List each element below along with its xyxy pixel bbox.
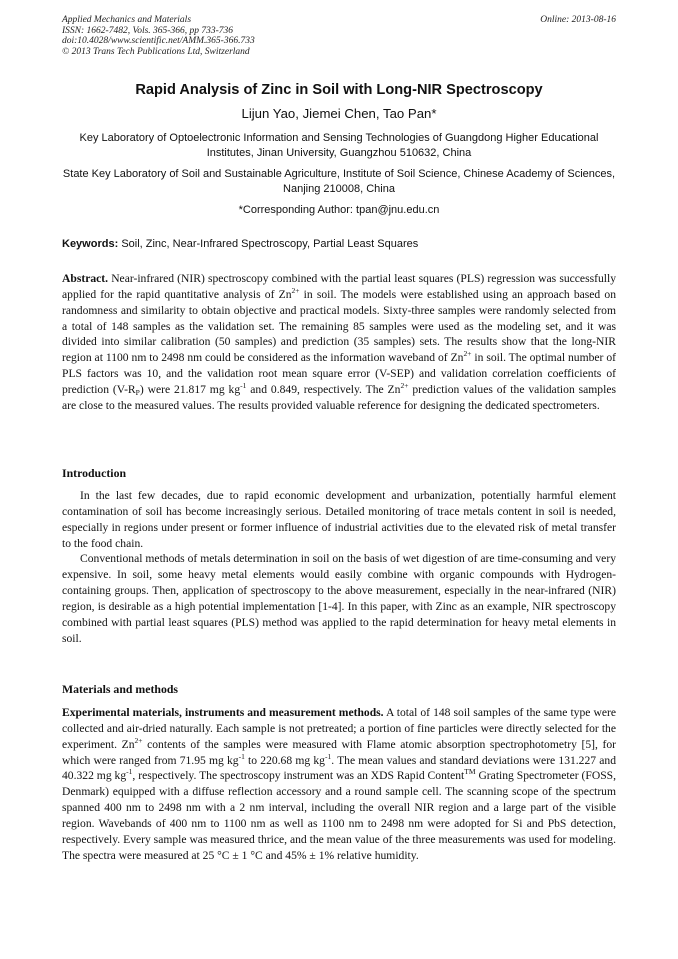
keywords-text: Soil, Zinc, Near-Infrared Spectroscopy, Partial Least Squares (121, 238, 419, 250)
abstract-text: in soil. The optimal number of PLS factors was 10, and the validation root mean square error (V-SEP) and validation correlation coefficients of prediction (V-R (62, 351, 616, 396)
superscript: -1 (324, 751, 332, 761)
superscript: -1 (238, 751, 245, 761)
abstract-text: prediction values of the validation samples are close to the measured values. The results provided valuable reference for designing the dedicated spectrometers. (62, 382, 616, 412)
abstract (62, 271, 616, 414)
affiliation-2: State Key Laboratory of Soil and Sustainable Agriculture, Institute of Soil Science, Chinese Academy of Sciences, Nanjing 210008, China (62, 168, 616, 195)
abstract-text: and 0.849, respectively. The Zn (246, 382, 401, 396)
body-text: . The mean values and standard deviations were 131.227 and 40.322 mg kg (62, 753, 617, 783)
journal-header (62, 15, 362, 57)
superscript: 2+ (134, 735, 143, 745)
journal-doi: doi:10.4028/www.scientific.net/AMM.365-366.733 (62, 36, 255, 47)
body-text: contents of the samples were measured with Flame atomic absorption spectrophotometry [5], for which were ranged from 71.95 mg kg (62, 737, 616, 767)
superscript: -1 (240, 380, 247, 390)
materials-heading: Materials and methods (62, 682, 178, 696)
corresponding-author: *Corresponding Author: tpan@jnu.edu.cn (238, 204, 440, 216)
abstract-label: Abstract. (62, 272, 109, 285)
journal-name: Applied Mechanics and Materials (62, 15, 192, 25)
subscript: P (135, 387, 140, 397)
paragraph (62, 705, 616, 863)
affiliation-1: Key Laboratory of Optoelectronic Information and Sensing Technologies of Guangdong Higher Educational Institutes, Jinan University, Guangzhou 510632, China (79, 132, 599, 159)
abstract-text: ) were 21.817 mg kg (139, 382, 241, 396)
paragraph: In the last few decades, due to rapid economic development and urbanization, potentially harmful element contamination of soil has become increasingly serious. Detailed monitoring of trace metals content in soil is needed, especially in regions under present or former influence of industrial activities due to the elevated risk of metal transfer to the food chain. (62, 489, 616, 550)
body-text: Grating Spectrometer (FOSS, Denmark) equipped with a diffuse reflection accessory and a round sample cell. The scanning scope of the spectrum spanned 400 nm to 2498 nm with a 2 nm interval, including the overall NIR region and a large part of the visible region. Wavebands of 400 nm to 1100 nm as well as 1100 nm to 2498 nm were adopted for Si and PbS detection, respectively. Every sample was measured thrice, and the mean value of the three measurements was used for modeling. The spectra were measured at 25 °C ± 1 °C and 45% ± 1% relative humidity. (62, 769, 616, 862)
online-date: Online: 2013-08-16 (540, 15, 616, 25)
superscript: 2+ (291, 285, 300, 295)
keywords-label: Keywords: (62, 238, 119, 250)
paper-title: Rapid Analysis of Zinc in Soil with Long-NIR Spectroscopy (135, 82, 543, 98)
introduction-heading: Introduction (62, 466, 127, 480)
subsection-heading: Experimental materials, instruments and measurement methods. (62, 706, 384, 719)
superscript: 2+ (463, 349, 472, 359)
body-text: A total of 148 soil samples of the same type were collected and air-dried naturally. Each sample is not pretreated; a portion of fine particles were directly selected for the experiment. Zn (62, 706, 616, 751)
introduction-body (62, 488, 616, 646)
superscript: -1 (126, 767, 133, 777)
keywords (62, 237, 616, 252)
journal-copyright: © 2013 Trans Tech Publications Ltd, Switzerland (62, 46, 250, 57)
body-text: , respectively. The spectroscopy instrument was an XDS Rapid Content (132, 769, 465, 783)
abstract-text: Near-infrared (NIR) spectroscopy combined with the partial least squares (PLS) regression was successfully applied for the rapid quantitative analysis of Zn (62, 272, 616, 301)
superscript: TM (464, 767, 476, 777)
superscript: 2+ (400, 380, 409, 390)
abstract-text: in soil. The models were established using an approach based on randomness and similarity to obtain objective and practical models. Sixty-three samples were randomly selected from a total of 148 samples as the validation set. The remaining 85 samples were used as the modeling set, and it was divided into similar calibration (50 samples) and prediction (35 samples) sets. The results show that the long-NIR region at 1100 nm to 2498 nm could be considered as the information waveband of Zn (62, 287, 616, 365)
paper-authors: Lijun Yao, Jiemei Chen, Tao Pan* (241, 106, 437, 121)
paragraph: Conventional methods of metals determination in soil on the basis of wet digestion of are time-consuming and very expensive. In soil, some heavy metal elements would easily combine with organic compounds with Hydrogen-containing groups. Then, application of spectroscopy to the above measurement, especially in the near-infrared (NIR) region, is desirable as a high potential implementation [1-4]. In this paper, with Zinc as an example, NIR spectroscopy combined with partial least squares (PLS) method was applied to the rapid determination for heavy metal elements in soil. (62, 552, 616, 645)
body-text: to 220.68 mg kg (244, 753, 325, 767)
journal-issn: ISSN: 1662-7482, Vols. 365-366, pp 733-736 (62, 25, 233, 36)
materials-body (62, 705, 616, 863)
